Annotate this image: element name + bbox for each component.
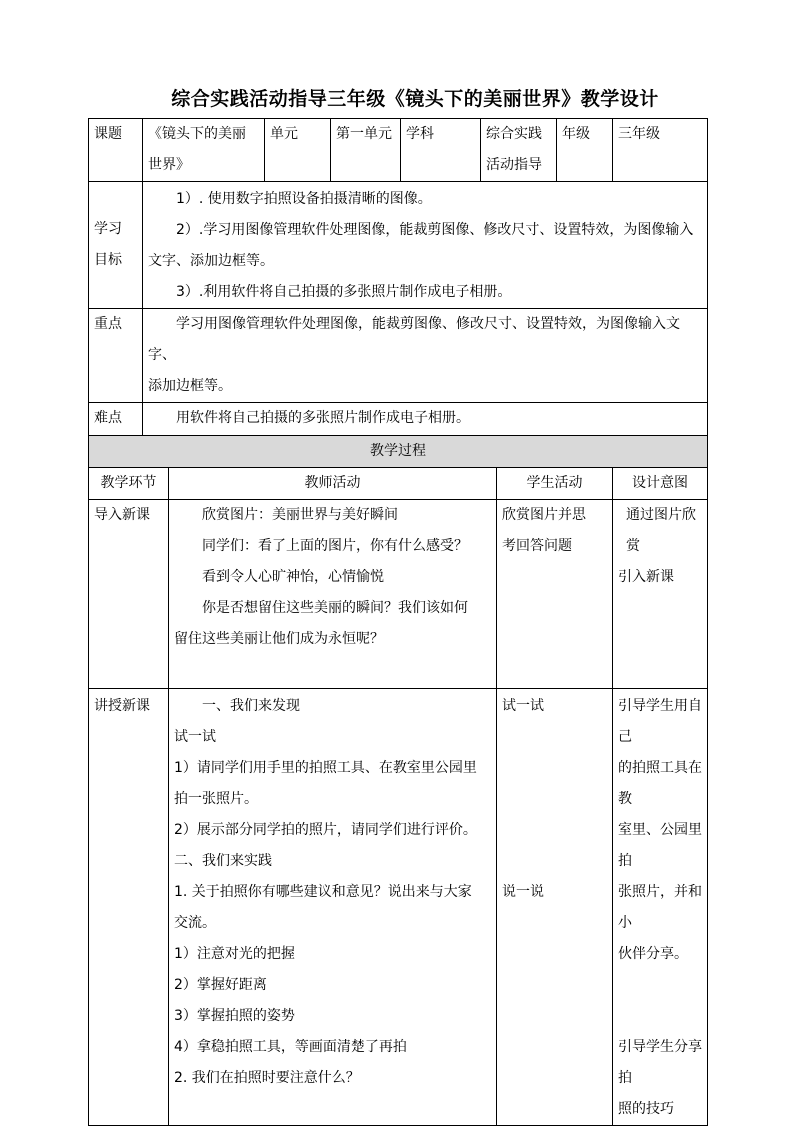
lecture-teacher: 一、我们来发现 试一试 1）请同学们用手里的拍照工具、在教室里公园里 拍一张照片。 2）展示部分同学拍的照片，请同学们进行评价。 二、我们来实践 1. 关于拍照你有哪些建议和意见？说出来与大家 交流。 1）注意对光的把握 2）掌握好距离 3）掌握拍照的姿势 4）拿稳拍照工具，等画面清楚了再拍 2. 我们在拍照时要注意什么？ xyxy=(169,689,497,1126)
header-row xyxy=(89,119,708,182)
subject-label: 学科 xyxy=(401,119,481,182)
goal-item: 2）.学习用图像管理软件处理图像，能裁剪图像、修改尺寸、设置特效，为图像输入 xyxy=(176,222,694,238)
difficulty-row xyxy=(89,403,708,436)
lesson-plan-table xyxy=(88,118,708,1126)
course-label: 课题 xyxy=(89,119,143,182)
course-value: 《镜头下的美丽世界》 xyxy=(143,119,265,182)
key-point-row xyxy=(89,309,708,403)
intro-student: 欣赏图片并思 考回答问题 xyxy=(497,500,613,689)
lecture-stage: 讲授新课 xyxy=(89,689,169,1126)
difficulty-content: 用软件将自己拍摄的多张照片制作成电子相册。 xyxy=(143,403,708,436)
process-heading: 教学过程 xyxy=(89,436,708,468)
subject-value: 综合实践 活动指导 xyxy=(481,119,557,182)
goals-row xyxy=(89,182,708,309)
goal-item: 3）.利用软件将自己拍摄的多张照片制作成电子相册。 xyxy=(176,284,512,300)
process-heading-row xyxy=(89,436,708,468)
column-header-student: 学生活动 xyxy=(497,468,613,500)
difficulty-label: 难点 xyxy=(89,403,143,436)
document-title: 综合实践活动指导三年级《镜头下的美丽世界》教学设计 xyxy=(171,88,659,110)
key-point-content: 学习用图像管理软件处理图像，能裁剪图像、修改尺寸、设置特效，为图像输入文字、 添加边框等。 xyxy=(143,309,708,403)
grade-label: 年级 xyxy=(557,119,613,182)
intro-design: 通过图片欣赏 引入新课 xyxy=(613,500,708,689)
intro-stage: 导入新课 xyxy=(89,500,169,689)
key-point-label: 重点 xyxy=(89,309,143,403)
column-header-teacher: 教师活动 xyxy=(169,468,497,500)
column-header-design: 设计意图 xyxy=(613,468,708,500)
process-columns-row xyxy=(89,468,708,500)
unit-value: 第一单元 xyxy=(331,119,401,182)
intro-teacher: 欣赏图片：美丽世界与美好瞬间 同学们：看了上面的图片，你有什么感受？ 看到令人心旷神怡，心情愉悦 你是否想留住这些美丽的瞬间？我们该如何 留住这些美丽让他们成为永恒呢？ xyxy=(169,500,497,689)
goals-content xyxy=(143,182,708,309)
column-header-stage: 教学环节 xyxy=(89,468,169,500)
lecture-student: 试一试 说一说 xyxy=(497,689,613,1126)
intro-row xyxy=(89,500,708,689)
lecture-row xyxy=(89,689,708,1126)
lecture-design: 引导学生用自己 的拍照工具在教 室里、公园里拍 张照片，并和小 伙伴分享。 引导学生分享拍 照的技巧 xyxy=(613,689,708,1126)
goals-label: 学习 目标 xyxy=(89,182,143,309)
unit-label: 单元 xyxy=(265,119,331,182)
goal-item-continued: 文字、添加边框等。 xyxy=(148,253,274,269)
grade-value: 三年级 xyxy=(613,119,708,182)
goal-item: 1）. 使用数字拍照设备拍摄清晰的图像。 xyxy=(176,191,432,207)
